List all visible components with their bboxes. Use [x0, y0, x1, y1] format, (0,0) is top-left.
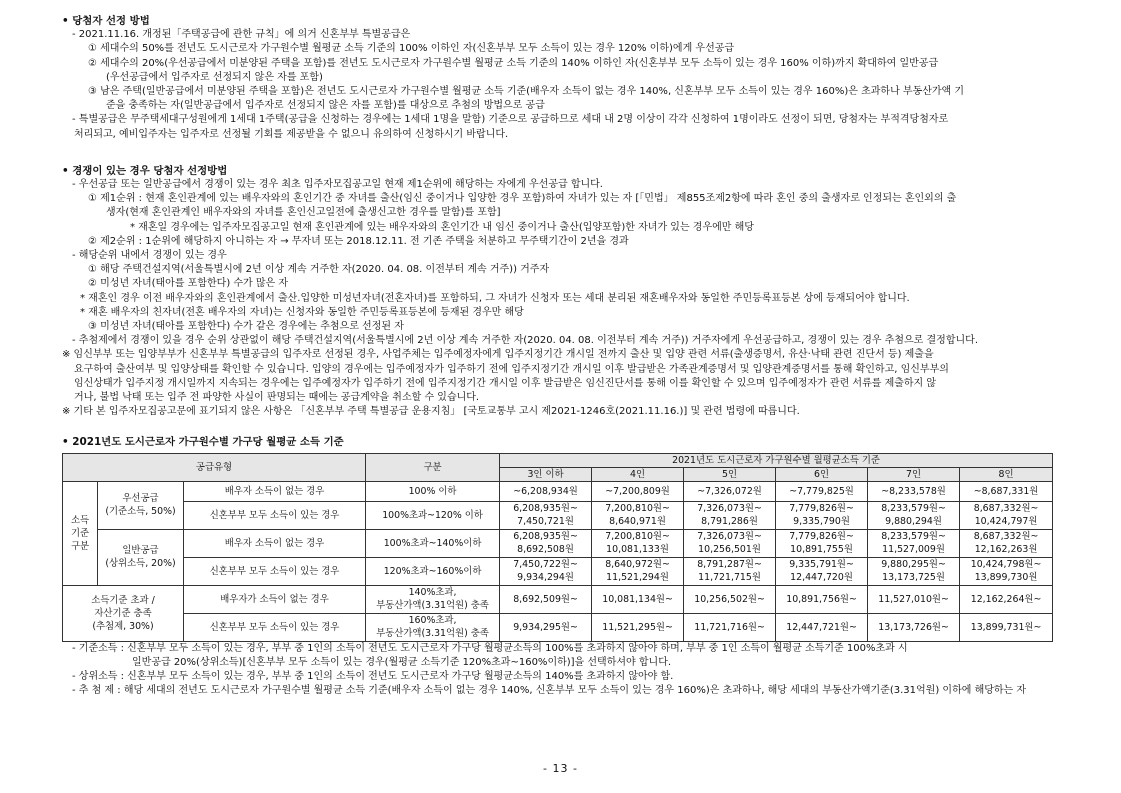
text-line: * 재혼인 경우 이전 배우자와의 혼인관계에서 출산.입양한 미성년자녀(전혼자녀)를 포함하되, 그 자녀가 신청자 또는 세대 분리된 재혼배우자와 동일한 주민등록표등본 상에 등재되어야 합니다.: [80, 292, 910, 304]
table-row: [63, 613, 1053, 641]
cell-value: ~7,200,809원: [592, 481, 684, 501]
cell-value: 12,162,264원~: [960, 585, 1053, 613]
cell-value: 7,450,722원~ 9,934,294원: [500, 557, 592, 585]
header-size: 6인: [776, 467, 868, 481]
text-line: ③ 미성년 자녀(태아를 포함한다) 수가 같은 경우에는 추첨으로 선정된 자: [88, 321, 404, 333]
cell-value: 10,256,502원~: [684, 585, 776, 613]
document-page: [62, 14, 1054, 699]
page-number: - 13 -: [543, 762, 578, 775]
cell-condition: 배우자 소득이 없는 경우: [184, 529, 366, 557]
cell-condition: 배우자가 소득이 없는 경우: [184, 585, 366, 613]
label-lottery-supply: 소득기준 초과 / 자산기준 충족 (추첨제, 30%): [63, 585, 184, 641]
note-line: - 추 첨 제 : 해당 세대의 전년도 도시근로자 가구원수별 월평균 소득 기준(배우자 소득이 없는 경우 140%, 신혼부부 모두 소득이 있는 경우 160%)은 초과하나, 해당 세대의 부동산가액기준(3.31억원) 이하에 해당하는 자: [72, 685, 1027, 697]
cell-division: 100% 이하: [366, 481, 500, 501]
text-line: 임신상태가 입주지정 개시일까지 지속되는 경우에는 입주예정자가 입주하기 전에 입주지정기간 개시일 이후 발급받은 임신진단서를 통해 이를 확인할 수 있으며 입주예정자가 관련 서류를 제출하지 않: [74, 377, 937, 389]
cell-value: 7,779,826원~ 9,335,790원: [776, 501, 868, 529]
cell-value: 9,880,295원~ 13,173,725원: [868, 557, 960, 585]
text-line: ① 제1순위 : 현재 혼인관계에 있는 배우자와의 혼인기간 중 자녀를 출산(임신 중이거나 입양한 경우 포함)하여 자녀가 있는 자 [「민법」 제855조제2항에 따라 혼인 중의 출생자로 인정되는 혼인외의 출: [88, 193, 957, 205]
text-line: 거나, 불법 낙태 또는 입주 전 파양한 사실이 판명되는 때에는 공급계약을 취소할 수 있습니다.: [74, 392, 480, 404]
text-line: ※ 임신부부 또는 입양부부가 신혼부부 특별공급의 입주자로 선정된 경우, 사업주체는 입주예정자에게 입주지정기간 개시일 전까지 출산 및 입양 관련 서류(출생증명서, 유산·낙태 관련 진단서 등) 제출을: [62, 349, 934, 361]
cell-condition: 신혼부부 모두 소득이 있는 경우: [184, 557, 366, 585]
text-line: - 특별공급은 무주택세대구성원에게 1세대 1주택(공급을 신청하는 경우에는 1세대 1명을 말함) 기준으로 공급하므로 세대 내 2명 이상이 각각 신청하여 1명이라도 선정이 되면, 당첨자는 부적격당첨자로: [72, 114, 949, 126]
cell-value: 7,200,810원~ 8,640,971원: [592, 501, 684, 529]
cell-condition: 신혼부부 모두 소득이 있는 경우: [184, 613, 366, 641]
cell-value: 8,233,579원~ 11,527,009원: [868, 529, 960, 557]
cell-value: 11,527,010원~: [868, 585, 960, 613]
table-row: [63, 529, 1053, 557]
cell-value: 7,779,826원~ 10,891,755원: [776, 529, 868, 557]
cell-value: 7,200,810원~ 10,081,133원: [592, 529, 684, 557]
income-standard-table: [62, 453, 1053, 642]
cell-condition: 배우자 소득이 없는 경우: [184, 481, 366, 501]
cell-value: 7,326,073원~ 10,256,501원: [684, 529, 776, 557]
cell-value: 8,791,287원~ 11,721,715원: [684, 557, 776, 585]
note-line: - 기준소득 : 신혼부부 모두 소득이 있는 경우, 부부 중 1인의 소득이 전년도 도시근로자 가구당 월평균소득의 100%를 초과하지 않아야 하며, 부부 중 1인 소득이 월평균 소득기준 100%초과 시: [72, 642, 908, 654]
label-priority-supply: 우선공급 (기준소득, 50%): [98, 481, 184, 529]
cell-value: ~6,208,934원: [500, 481, 592, 501]
text-line: ① 세대수의 50%를 전년도 도시근로자 가구원수별 월평균 소득 기준의 100% 이하인 자(신혼부부 모두 소득이 있는 경우 120% 이하)에게 우선공급: [88, 43, 735, 55]
section-heading-income-standard: • 2021년도 도시근로자 가구원수별 가구당 월평균 소득 기준: [62, 436, 344, 449]
cell-division: 120%초과~160%이하: [366, 557, 500, 585]
cell-value: 7,326,073원~ 8,791,286원: [684, 501, 776, 529]
header-income-standard: 2021년도 도시근로자 가구원수별 월평균소득 기준: [500, 453, 1053, 467]
text-line: ※ 기타 본 입주자모집공고문에 표기되지 않은 사항은 「신혼부부 주택 특별공급 운용지침」 [국토교통부 고시 제2021-1246호(2021.11.16.)] 및 관련 법령에 따릅니다.: [62, 406, 800, 418]
cell-value: ~8,233,578원: [868, 481, 960, 501]
header-supply-type: 공급유형: [63, 453, 366, 481]
note-line: - 상위소득 : 신혼부부 모두 소득이 있는 경우, 부부 중 1인의 소득이 전년도 도시근로자 가구당 월평균소득의 140%를 초과하지 않아야 함.: [72, 671, 674, 683]
cell-value: 8,233,579원~ 9,880,294원: [868, 501, 960, 529]
cell-value: 8,692,509원~: [500, 585, 592, 613]
cell-value: ~7,779,825원: [776, 481, 868, 501]
text-line: ② 미성년 자녀(태아를 포함한다) 수가 많은 자: [88, 278, 289, 290]
cell-value: ~7,326,072원: [684, 481, 776, 501]
cell-value: 10,081,134원~: [592, 585, 684, 613]
header-division: 구분: [366, 453, 500, 481]
text-line: * 재혼일 경우에는 입주자모집공고일 현재 혼인관계에 있는 배우자와의 혼인기간 내 임신 중이거나 출산(입양포함)한 자녀가 있는 경우에만 해당: [130, 221, 754, 233]
header-size: 3인 이하: [500, 467, 592, 481]
cell-value: 6,208,935원~ 8,692,508원: [500, 529, 592, 557]
header-size: 5인: [684, 467, 776, 481]
cell-division: 140%초과, 부동산가액(3.31억원) 충족: [366, 585, 500, 613]
section-heading-winner-selection: • 당첨자 선정 방법: [62, 15, 150, 27]
text-line: 요구하여 출산여부 및 입양상태를 확인할 수 있습니다. 입양의 경우에는 입주예정자가 입주하기 전에 입주지정기간 개시일 이후 발급받은 가족관계증명서 및 입양관계증명서를 통해 확인하고, 임신부부의: [74, 363, 949, 375]
cell-value: 8,687,332원~ 12,162,263원: [960, 529, 1053, 557]
header-size: 8인: [960, 467, 1053, 481]
cell-value: ~8,687,331원: [960, 481, 1053, 501]
text-line: - 2021.11.16. 개정된「주택공급에 관한 규칙」에 의거 신혼부부 특별공급은: [72, 29, 411, 41]
header-size: 4인: [592, 467, 684, 481]
text-line: ③ 남은 주택(일반공급에서 미분양된 주택을 포함)은 전년도 도시근로자 가구원수별 월평균 소득 기준(배우자 소득이 없는 경우 140%, 신혼부부 모두 소득이 있는 경우 160%)은 초과하나 부동산가액 기: [88, 86, 965, 98]
text-line: ② 제2순위 : 1순위에 해당하지 아니하는 자 → 무자녀 또는 2018.12.11. 전 기존 주택을 처분하고 무주택기간이 2년을 경과: [88, 235, 629, 247]
header-size: 7인: [868, 467, 960, 481]
cell-division: 100%초과~120% 이하: [366, 501, 500, 529]
text-line: 처리되고, 예비입주자는 입주자로 선정될 기회를 제공받을 수 없으니 유의하여 신청하시기 바랍니다.: [74, 128, 509, 140]
text-line: * 재혼 배우자의 친자녀(전혼 배우자의 자녀)는 신청자와 동일한 주민등록표등본에 등재된 경우만 해당: [80, 306, 524, 318]
label-general-supply: 일반공급 (상위소득, 20%): [98, 529, 184, 585]
text-line: (우선공급에서 입주자로 선정되지 않은 자를 포함): [106, 71, 323, 83]
cell-value: 6,208,935원~ 7,450,721원: [500, 501, 592, 529]
cell-value: 11,721,716원~: [684, 613, 776, 641]
group-label-income-criteria: 소득 기준 구분: [63, 481, 98, 585]
text-line: - 추첨제에서 경쟁이 있을 경우 순위 상관없이 해당 주택건설지역(서울특별시에 2년 이상 계속 거주한 자(2020. 04. 08. 이전부터 계속 거주)) 거주자에게 우선공급하고, 경쟁이 있는 경우 추첨으로 결정합니다.: [72, 335, 978, 347]
text-line: - 우선공급 또는 일반공급에서 경쟁이 있는 경우 최초 입주자모집공고일 현재 제1순위에 해당하는 자에게 우선공급 합니다.: [72, 179, 603, 191]
cell-condition: 신혼부부 모두 소득이 있는 경우: [184, 501, 366, 529]
note-line: 일반공급 20%(상위소득)[신혼부부 모두 소득이 있는 경우(월평균 소득기준 120%초과~160%이하)]을 선택하셔야 합니다.: [132, 656, 672, 668]
table-row: [63, 585, 1053, 613]
cell-value: 11,521,295원~: [592, 613, 684, 641]
cell-value: 9,934,295원~: [500, 613, 592, 641]
cell-value: 9,335,791원~ 12,447,720원: [776, 557, 868, 585]
cell-value: 10,891,756원~: [776, 585, 868, 613]
cell-value: 8,687,332원~ 10,424,797원: [960, 501, 1053, 529]
cell-value: 12,447,721원~: [776, 613, 868, 641]
text-line: - 해당순위 내에서 경쟁이 있는 경우: [72, 250, 227, 262]
cell-division: 160%초과, 부동산가액(3.31억원) 충족: [366, 613, 500, 641]
text-line: 준을 충족하는 자(일반공급에서 입주자로 선정되지 않은 자를 포함)를 대상으로 추첨의 방법으로 공급: [106, 100, 545, 112]
cell-value: 8,640,972원~ 11,521,294원: [592, 557, 684, 585]
cell-value: 13,899,731원~: [960, 613, 1053, 641]
cell-division: 100%초과~140%이하: [366, 529, 500, 557]
cell-value: 10,424,798원~ 13,899,730원: [960, 557, 1053, 585]
table-row: [63, 557, 1053, 585]
table-row: [63, 501, 1053, 529]
text-line: 생자(현재 혼인관계인 배우자와의 자녀를 혼인신고일전에 출생신고한 경우를 말함)를 포함]: [106, 207, 501, 219]
section-heading-competition: • 경쟁이 있는 경우 당첨자 선정방법: [62, 164, 228, 177]
text-line: ① 해당 주택건설지역(서울특별시에 2년 이상 계속 거주한 자(2020. 04. 08. 이전부터 계속 거주)) 거주자: [88, 264, 550, 276]
cell-value: 13,173,726원~: [868, 613, 960, 641]
table-row: [63, 481, 1053, 501]
text-line: ② 세대수의 20%(우선공급에서 미분양된 주택을 포함)를 전년도 도시근로자 가구원수별 월평균 소득 기준의 140% 이하인 자(신혼부부 모두 소득이 있는 경우 160% 이하)까지 확대하여 일반공급: [88, 57, 939, 69]
